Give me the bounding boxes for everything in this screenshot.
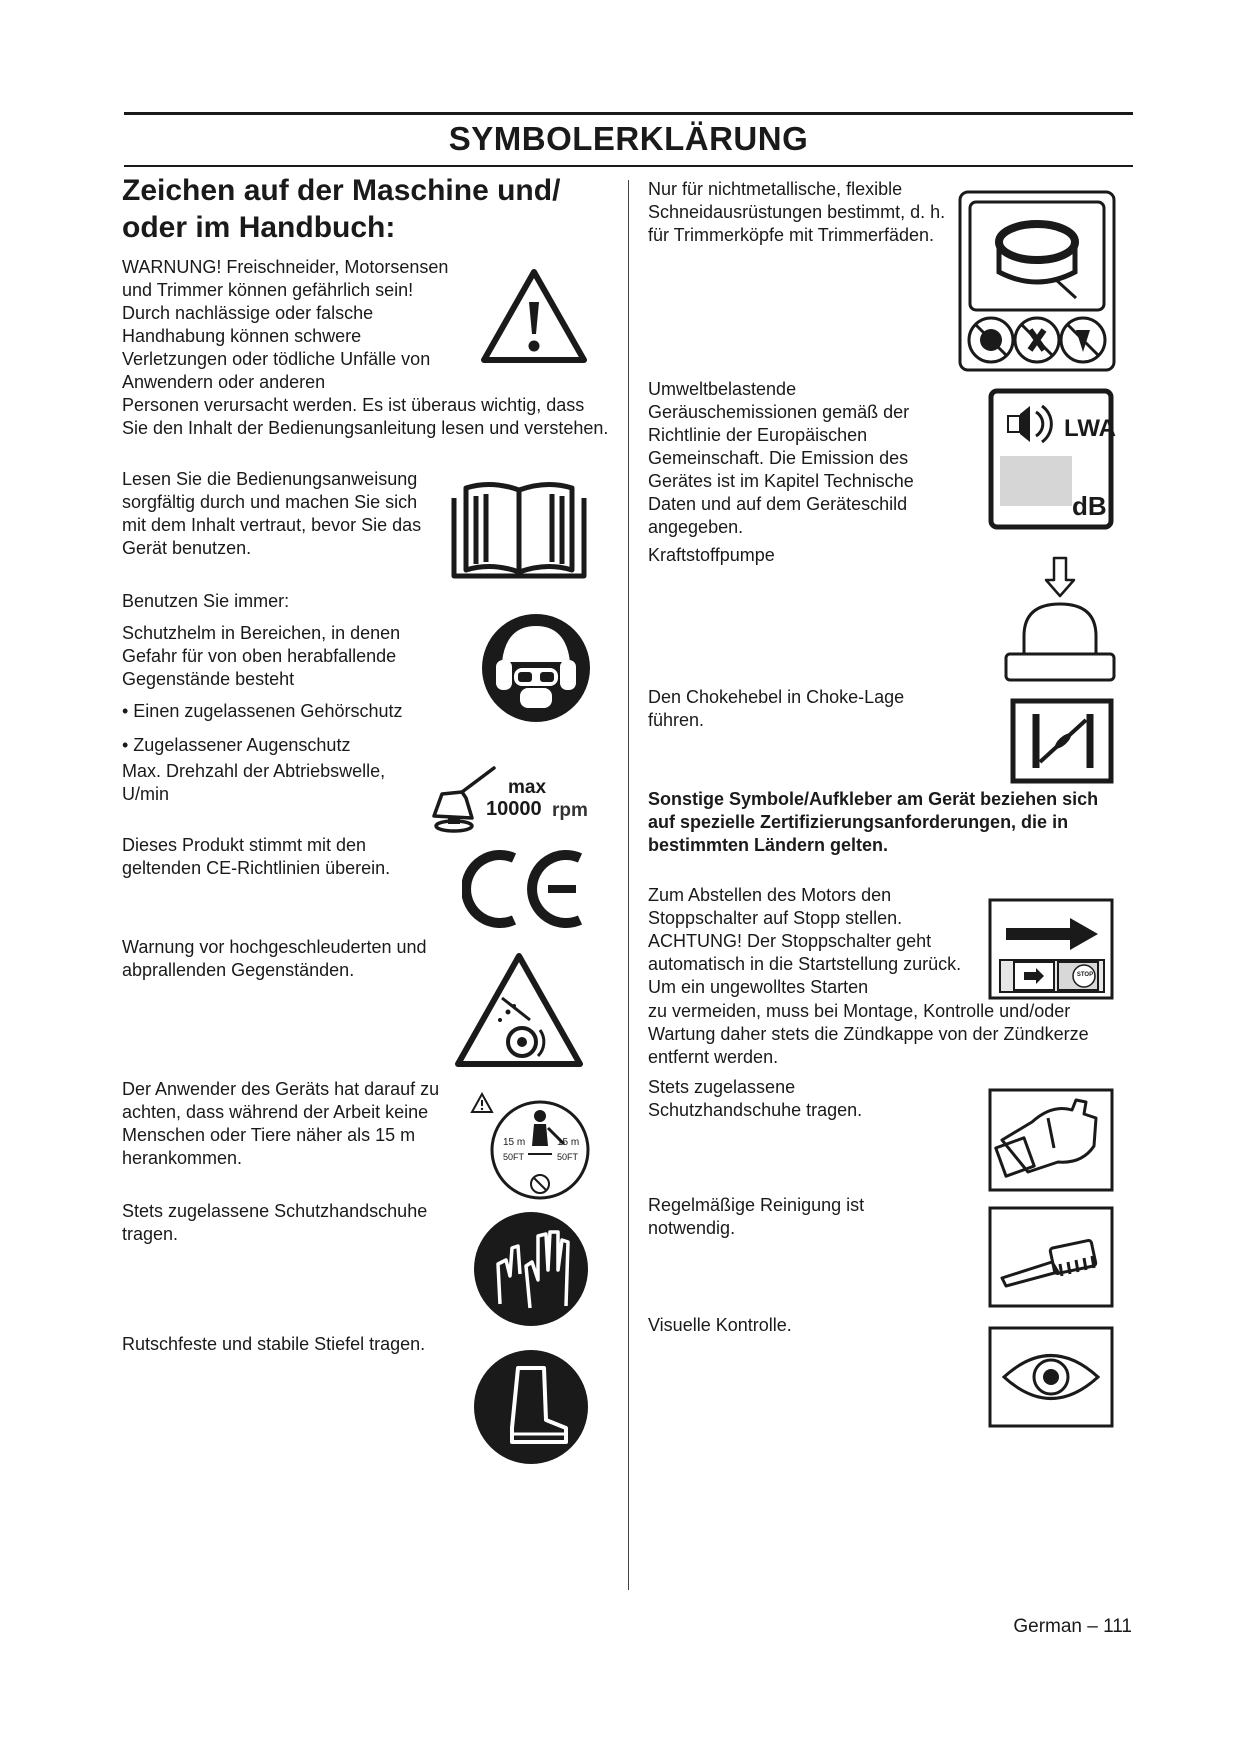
distance-ft-right: 50FT xyxy=(557,1152,579,1162)
gloves-text-left: Stets zugelassene Schutzhandschuhe tragen. xyxy=(122,1201,428,1244)
distance-m-right: 15 m xyxy=(557,1137,580,1148)
other-symbols-heading: Sonstige Symbole/Aufkleber am Gerät beziehen sich auf spezielle Zertifizierungsanforderungen, die in bestimmten Ländern gelten. xyxy=(648,789,1099,855)
helmet-text: Schutzhelm in Bereichen, in denen Gefahr für von oben herabfallende Gegenstände besteht xyxy=(122,623,401,689)
trimmer-head-only-icon xyxy=(958,190,1116,372)
header-bottom-rule xyxy=(124,165,1133,167)
distance-ft-left: 50FT xyxy=(503,1152,525,1162)
eye-protection-text: • Zugelassener Augenschutz xyxy=(122,735,351,755)
ce-text: Dieses Produkt stimmt mit den geltenden CE-Richtlinien überein. xyxy=(122,835,391,878)
stop-label: STOP xyxy=(1076,972,1094,978)
thrown-objects-warning-icon xyxy=(452,950,586,1070)
noise-lwa-label: LWA xyxy=(1064,415,1116,442)
choke-icon xyxy=(1010,698,1114,784)
distance-m-left: 15 m xyxy=(503,1137,526,1148)
gloves-text-right: Stets zugelassene Schutzhandschuhe tragen. xyxy=(648,1077,863,1120)
stop-switch-text: Zum Abstellen des Motors den Stoppschalter auf Stopp stellen. ACHTUNG! Der Stoppschalter geht automatisch in die Startstellung zurück. Um ein ungewolltes Starten xyxy=(648,885,962,997)
noise-db-label: dB xyxy=(1072,491,1107,521)
non-metal-text: Nur für nichtmetallische, flexible Schneidausrüstungen bestimmt, d. h. für Trimmerköpfe mit Trimmerfäden. xyxy=(648,179,946,245)
warning-text: WARNUNG! Freischneider, Motorsensen und Trimmer können gefährlich sein! Durch nachlässige oder falsche Handhabung können schwere Verletzungen oder tödliche Unfälle von Anwendern oder anderen xyxy=(122,257,449,392)
always-use-text: Benutzen Sie immer: xyxy=(122,591,290,611)
visual-inspection-eye-icon xyxy=(988,1326,1114,1428)
header-top-rule xyxy=(124,112,1133,115)
safety-distance-text: Der Anwender des Geräts hat darauf zu achten, dass während der Arbeit keine Menschen oder Tiere näher als 15 m herankommen. xyxy=(122,1079,440,1168)
column-divider xyxy=(628,180,629,1590)
warning-triangle-icon xyxy=(478,266,590,366)
rpm-unit: rpm xyxy=(552,800,588,821)
rpm-text: Max. Drehzahl der Abtriebswelle, U/min xyxy=(122,761,386,804)
fuel-pump-text: Kraftstoffpumpe xyxy=(648,545,775,565)
ear-protection-text: • Einen zugelassenen Gehörschutz xyxy=(122,701,403,721)
rpm-value: 10000 xyxy=(486,798,542,820)
warning-text-cont: Personen verursacht werden. Es ist überaus wichtig, dass Sie den Inhalt der Bedienungsanleitung lesen und verstehen. xyxy=(122,395,609,438)
page-number: German – 111 xyxy=(1013,1616,1132,1637)
noise-emission-text: Umweltbelastende Geräuschemissionen gemäß der Richtlinie der Europäischen Gemeinschaft. Die Emission des Gerätes ist im Kapitel Technische Daten und auf dem Geräteschild angegeben. xyxy=(648,379,914,537)
rpm-max-label: max xyxy=(508,777,547,798)
thrown-objects-text: Warnung vor hochgeschleuderten und abprallenden Gegenständen. xyxy=(122,937,427,980)
page-title: SYMBOLERKLÄRUNG xyxy=(448,120,809,157)
glove-sign-icon xyxy=(988,1088,1114,1192)
stop-switch-text-cont: zu vermeiden, muss bei Montage, Kontrolle und/oder Wartung daher stets die Zündkappe von der Zündkerze entfernt werden. xyxy=(648,1001,1089,1067)
boots-text: Rutschfeste und stabile Stiefel tragen. xyxy=(122,1334,426,1354)
fuel-pump-icon xyxy=(1002,556,1118,684)
gloves-icon xyxy=(472,1210,590,1328)
helmet-ear-eye-protection-icon xyxy=(480,612,592,724)
stop-switch-icon xyxy=(988,898,1114,1000)
manual-book-icon xyxy=(446,476,592,582)
cleaning-text: Regelmäßige Reinigung ist notwendig. xyxy=(648,1195,865,1238)
manual-text: Lesen Sie die Bedienungsanweisung sorgfältig durch und machen Sie sich mit dem Inhalt vertraut, bevor Sie das Gerät benutzen. xyxy=(122,469,422,558)
safety-distance-icon xyxy=(488,1098,592,1202)
cleaning-brush-icon xyxy=(988,1206,1114,1308)
section-heading: Zeichen auf der Maschine und/ oder im Handbuch: xyxy=(122,174,561,244)
choke-text: Den Chokehebel in Choke-Lage führen. xyxy=(648,687,905,730)
boots-icon xyxy=(472,1348,590,1466)
ce-mark-icon xyxy=(462,846,592,932)
visual-check-text: Visuelle Kontrolle. xyxy=(648,1315,792,1335)
